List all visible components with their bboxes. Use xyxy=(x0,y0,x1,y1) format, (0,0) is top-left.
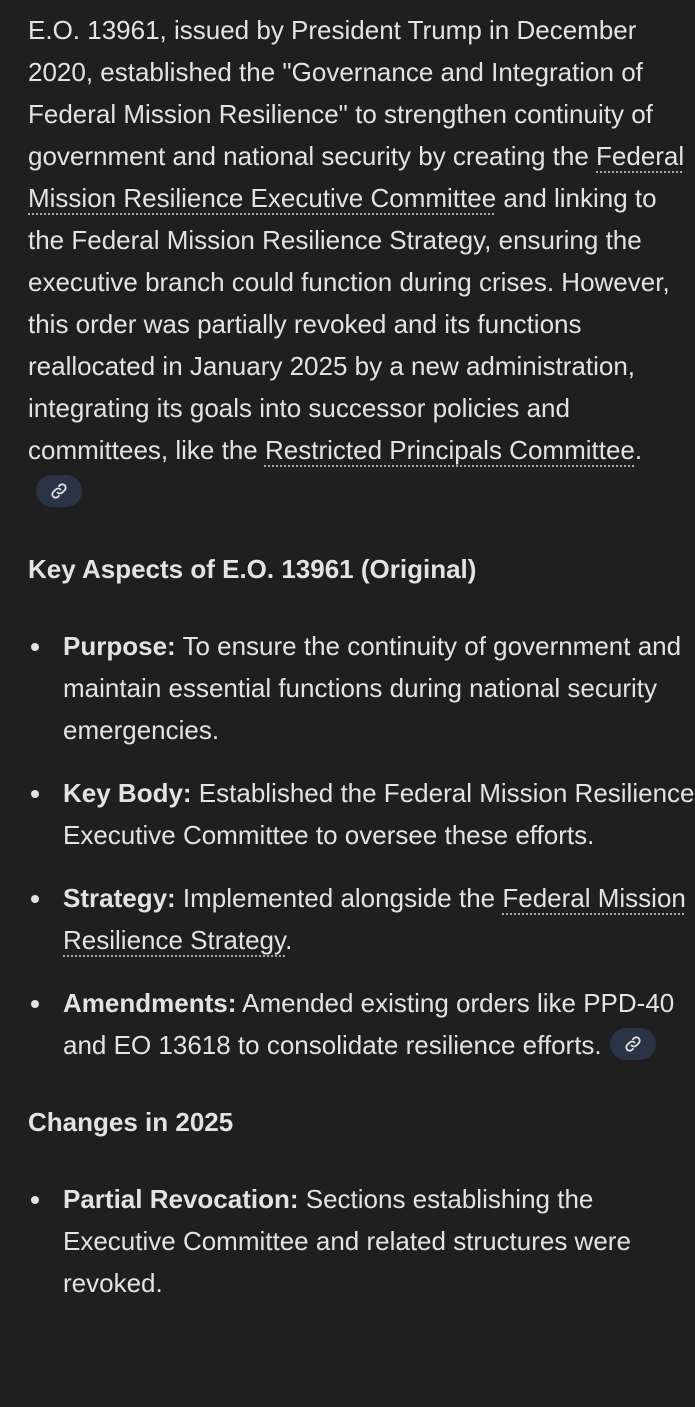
intro-text-2: and linking to the Federal Mission Resilience Strategy, ensuring the executive branch could function during crises. However, this order was partially revoked and its functions reallocated in January 2025 by a new administration, integrating its goals into successor policies and committees, like the xyxy=(28,183,670,465)
link-federal-mission-resilience-executive-committee[interactable]: Federal Mission Resilience Executive Committee xyxy=(28,141,685,213)
section-heading-key-aspects: Key Aspects of E.O. 13961 (Original) xyxy=(28,554,477,584)
intro-text-3: . xyxy=(634,435,643,465)
source-link-chip[interactable] xyxy=(36,475,82,507)
item-text: Sections establishing the Executive Committee and related structures were revoked. xyxy=(63,1184,631,1298)
bullet xyxy=(31,1000,39,1008)
item-text-after: . xyxy=(285,925,293,955)
item-text: Amended existing orders like PPD-40 and EO 13618 to consolidate resilience efforts. xyxy=(63,988,675,1060)
item-label: Amendments: xyxy=(63,988,237,1018)
changes-list xyxy=(28,1178,695,1304)
item-label: Purpose: xyxy=(63,631,176,661)
key-aspects-list xyxy=(28,625,695,1066)
bullet xyxy=(31,790,39,798)
source-link-chip[interactable] xyxy=(610,1028,656,1060)
list-item-purpose xyxy=(28,625,695,751)
item-label: Strategy: xyxy=(63,883,176,913)
intro-text-1: E.O. 13961, issued by President Trump in December 2020, established the "Governance and Integration of Federal Mission Resilience" to strengthen continuity of government and national security by creating the xyxy=(28,15,653,171)
intro-paragraph xyxy=(28,9,695,513)
link-icon xyxy=(50,482,68,500)
bullet xyxy=(31,895,39,903)
link-restricted-principals-committee[interactable]: Restricted Principals Committee xyxy=(264,435,635,465)
link-icon xyxy=(624,1035,642,1053)
item-label: Partial Revocation: xyxy=(63,1184,299,1214)
item-text: Implemented alongside the xyxy=(175,883,503,913)
list-item-key-body xyxy=(28,772,695,856)
list-item-strategy xyxy=(28,877,695,961)
item-label: Key Body: xyxy=(63,778,192,808)
list-item-partial-revocation xyxy=(28,1178,695,1304)
bullet xyxy=(31,643,39,651)
item-text: Established the Federal Mission Resilience Executive Committee to oversee these efforts. xyxy=(63,778,695,850)
bullet xyxy=(31,1196,39,1204)
list-item-amendments xyxy=(28,982,695,1066)
section-heading-changes-2025: Changes in 2025 xyxy=(28,1107,234,1137)
item-text: To ensure the continuity of government and maintain essential functions during national security emergencies. xyxy=(63,631,682,745)
link-federal-mission-resilience-strategy[interactable]: Federal Mission Resilience Strategy xyxy=(63,883,686,955)
